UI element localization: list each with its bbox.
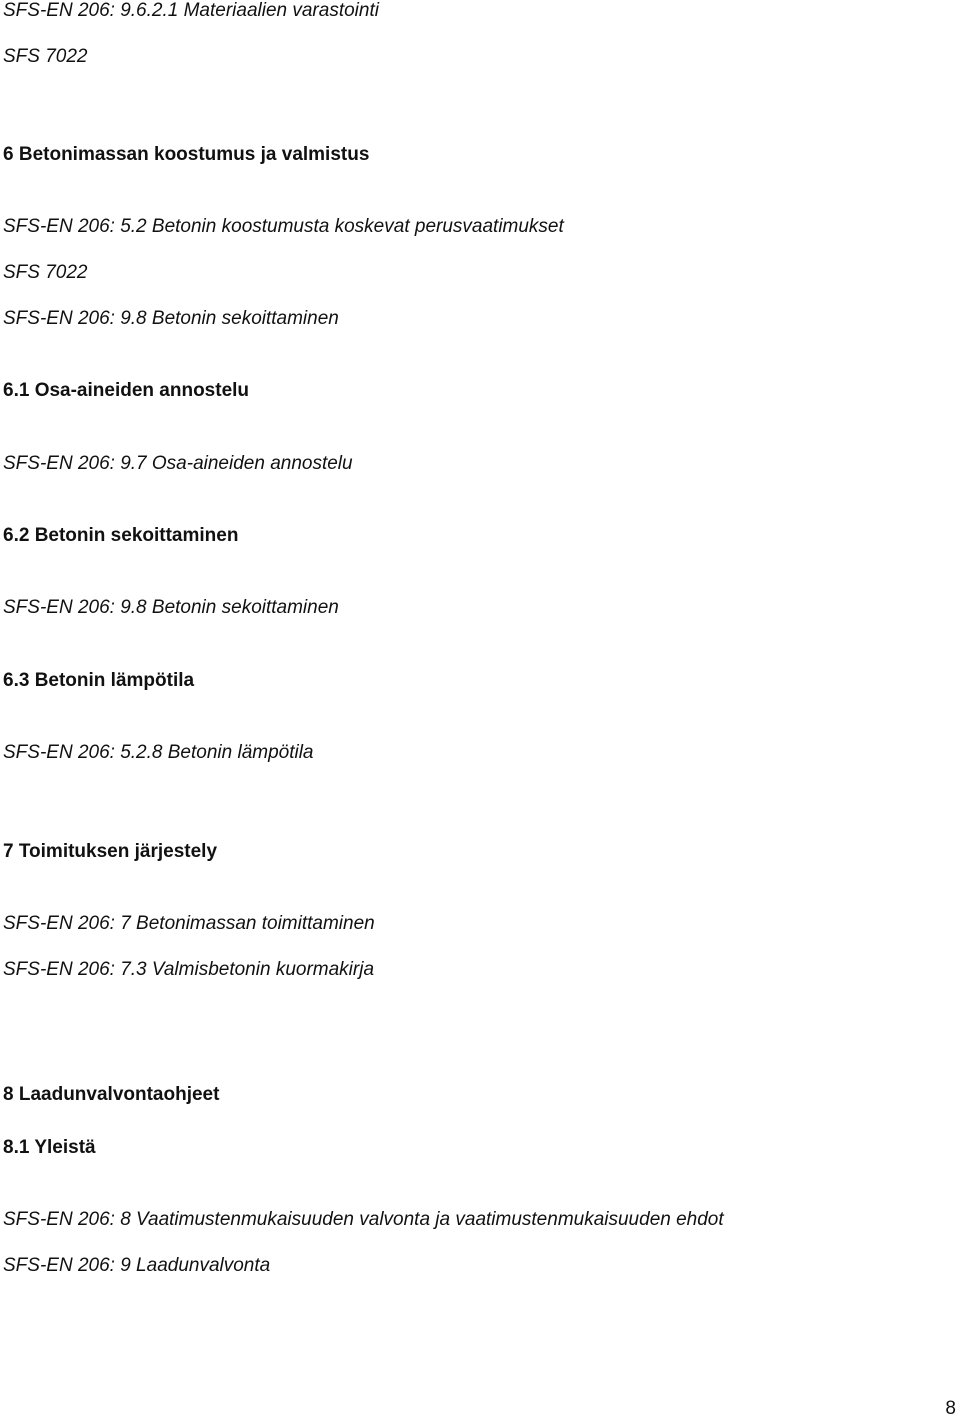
page-number: 8 — [945, 1398, 956, 1419]
reference-line: SFS-EN 206: 5.2 Betonin koostumusta koskevat perusvaatimukset — [3, 216, 564, 237]
reference-line: SFS-EN 206: 5.2.8 Betonin lämpötila — [3, 742, 314, 763]
reference-line: SFS-EN 206: 9 Laadunvalvonta — [3, 1255, 271, 1276]
section-heading: 6.3 Betonin lämpötila — [3, 670, 195, 691]
reference-line: SFS 7022 — [3, 262, 88, 283]
section-heading: 6 Betonimassan koostumus ja valmistus — [3, 144, 370, 165]
section-heading: 6.2 Betonin sekoittaminen — [3, 525, 239, 546]
reference-line: SFS-EN 206: 7 Betonimassan toimittaminen — [3, 913, 375, 934]
section-heading: 6.1 Osa-aineiden annostelu — [3, 380, 250, 401]
reference-line: SFS 7022 — [3, 46, 88, 67]
reference-line: SFS-EN 206: 7.3 Valmisbetonin kuormakirja — [3, 959, 375, 980]
reference-line: SFS-EN 206: 9.8 Betonin sekoittaminen — [3, 597, 339, 618]
section-heading: 7 Toimituksen järjestely — [3, 841, 218, 862]
reference-line: SFS-EN 206: 9.6.2.1 Materiaalien varastointi — [3, 0, 379, 21]
section-heading: 8 Laadunvalvontaohjeet — [3, 1084, 220, 1105]
reference-line: SFS-EN 206: 9.7 Osa-aineiden annostelu — [3, 453, 353, 474]
section-heading: 8.1 Yleistä — [3, 1137, 96, 1158]
reference-line: SFS-EN 206: 9.8 Betonin sekoittaminen — [3, 308, 339, 329]
reference-line: SFS-EN 206: 8 Vaatimustenmukaisuuden valvonta ja vaatimustenmukaisuuden ehdot — [3, 1209, 724, 1230]
